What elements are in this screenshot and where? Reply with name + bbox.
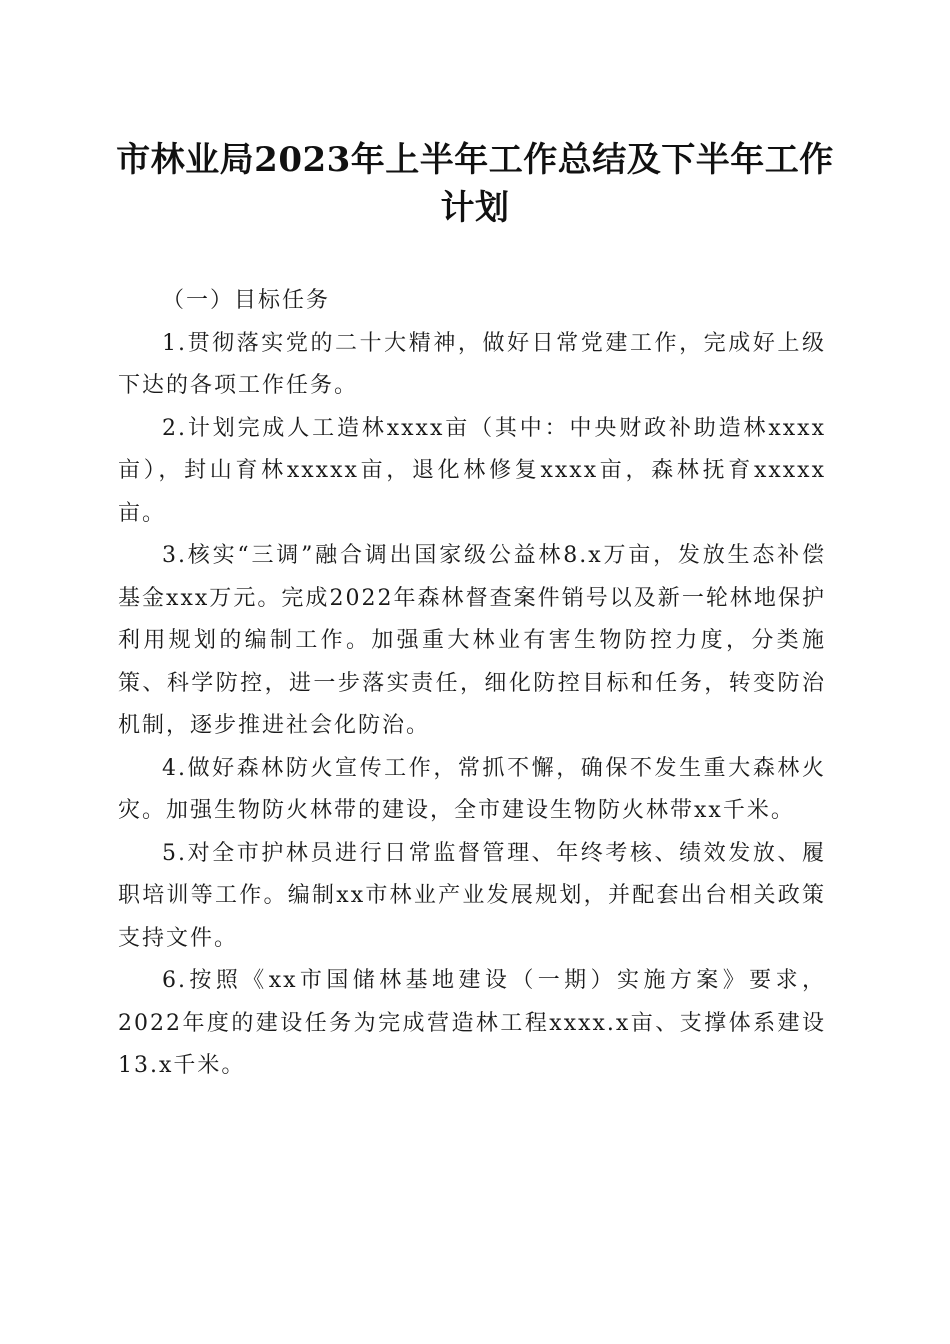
paragraph-3: 3.核实“三调”融合调出国家级公益林8.x万亩，发放生态补偿基金xxx万元。完成2022年森林督查案件销号以及新一轮林地保护利用规划的编制工作。加强重大林业有害生物防控力度，分类施策、科学防控，进一步落实责任，细化防控目标和任务，转变防治机制，逐步推进社会化防治。 — [118, 543, 826, 738]
paragraph-1: 1.贯彻落实党的二十大精神，做好日常党建工作，完成好上级下达的各项工作任务。 — [118, 330, 826, 398]
document-body — [118, 280, 826, 1088]
document-title: 市林业局2023年上半年工作总结及下半年工作计划 — [116, 140, 834, 228]
paragraph-5: 5.对全市护林员进行日常监督管理、年终考核、绩效发放、履职培训等工作。编制xx市林业产业发展规划，并配套出台相关政策支持文件。 — [118, 840, 826, 951]
paragraph-2: 2.计划完成人工造林xxxx亩（其中：中央财政补助造林xxxx亩），封山育林xxxxx亩，退化林修复xxxx亩，森林抚育xxxxx亩。 — [118, 415, 826, 526]
paragraph-6: 6.按照《xx市国储林基地建设（一期）实施方案》要求，2022年度的建设任务为完成营造林工程xxxx.x亩、支撑体系建设13.x千米。 — [118, 968, 826, 1078]
paragraph-4: 4.做好森林防火宣传工作，常抓不懈，确保不发生重大森林火灾。加强生物防火林带的建设，全市建设生物防火林带xx千米。 — [118, 755, 826, 823]
section-heading: （一）目标任务 — [162, 288, 331, 313]
